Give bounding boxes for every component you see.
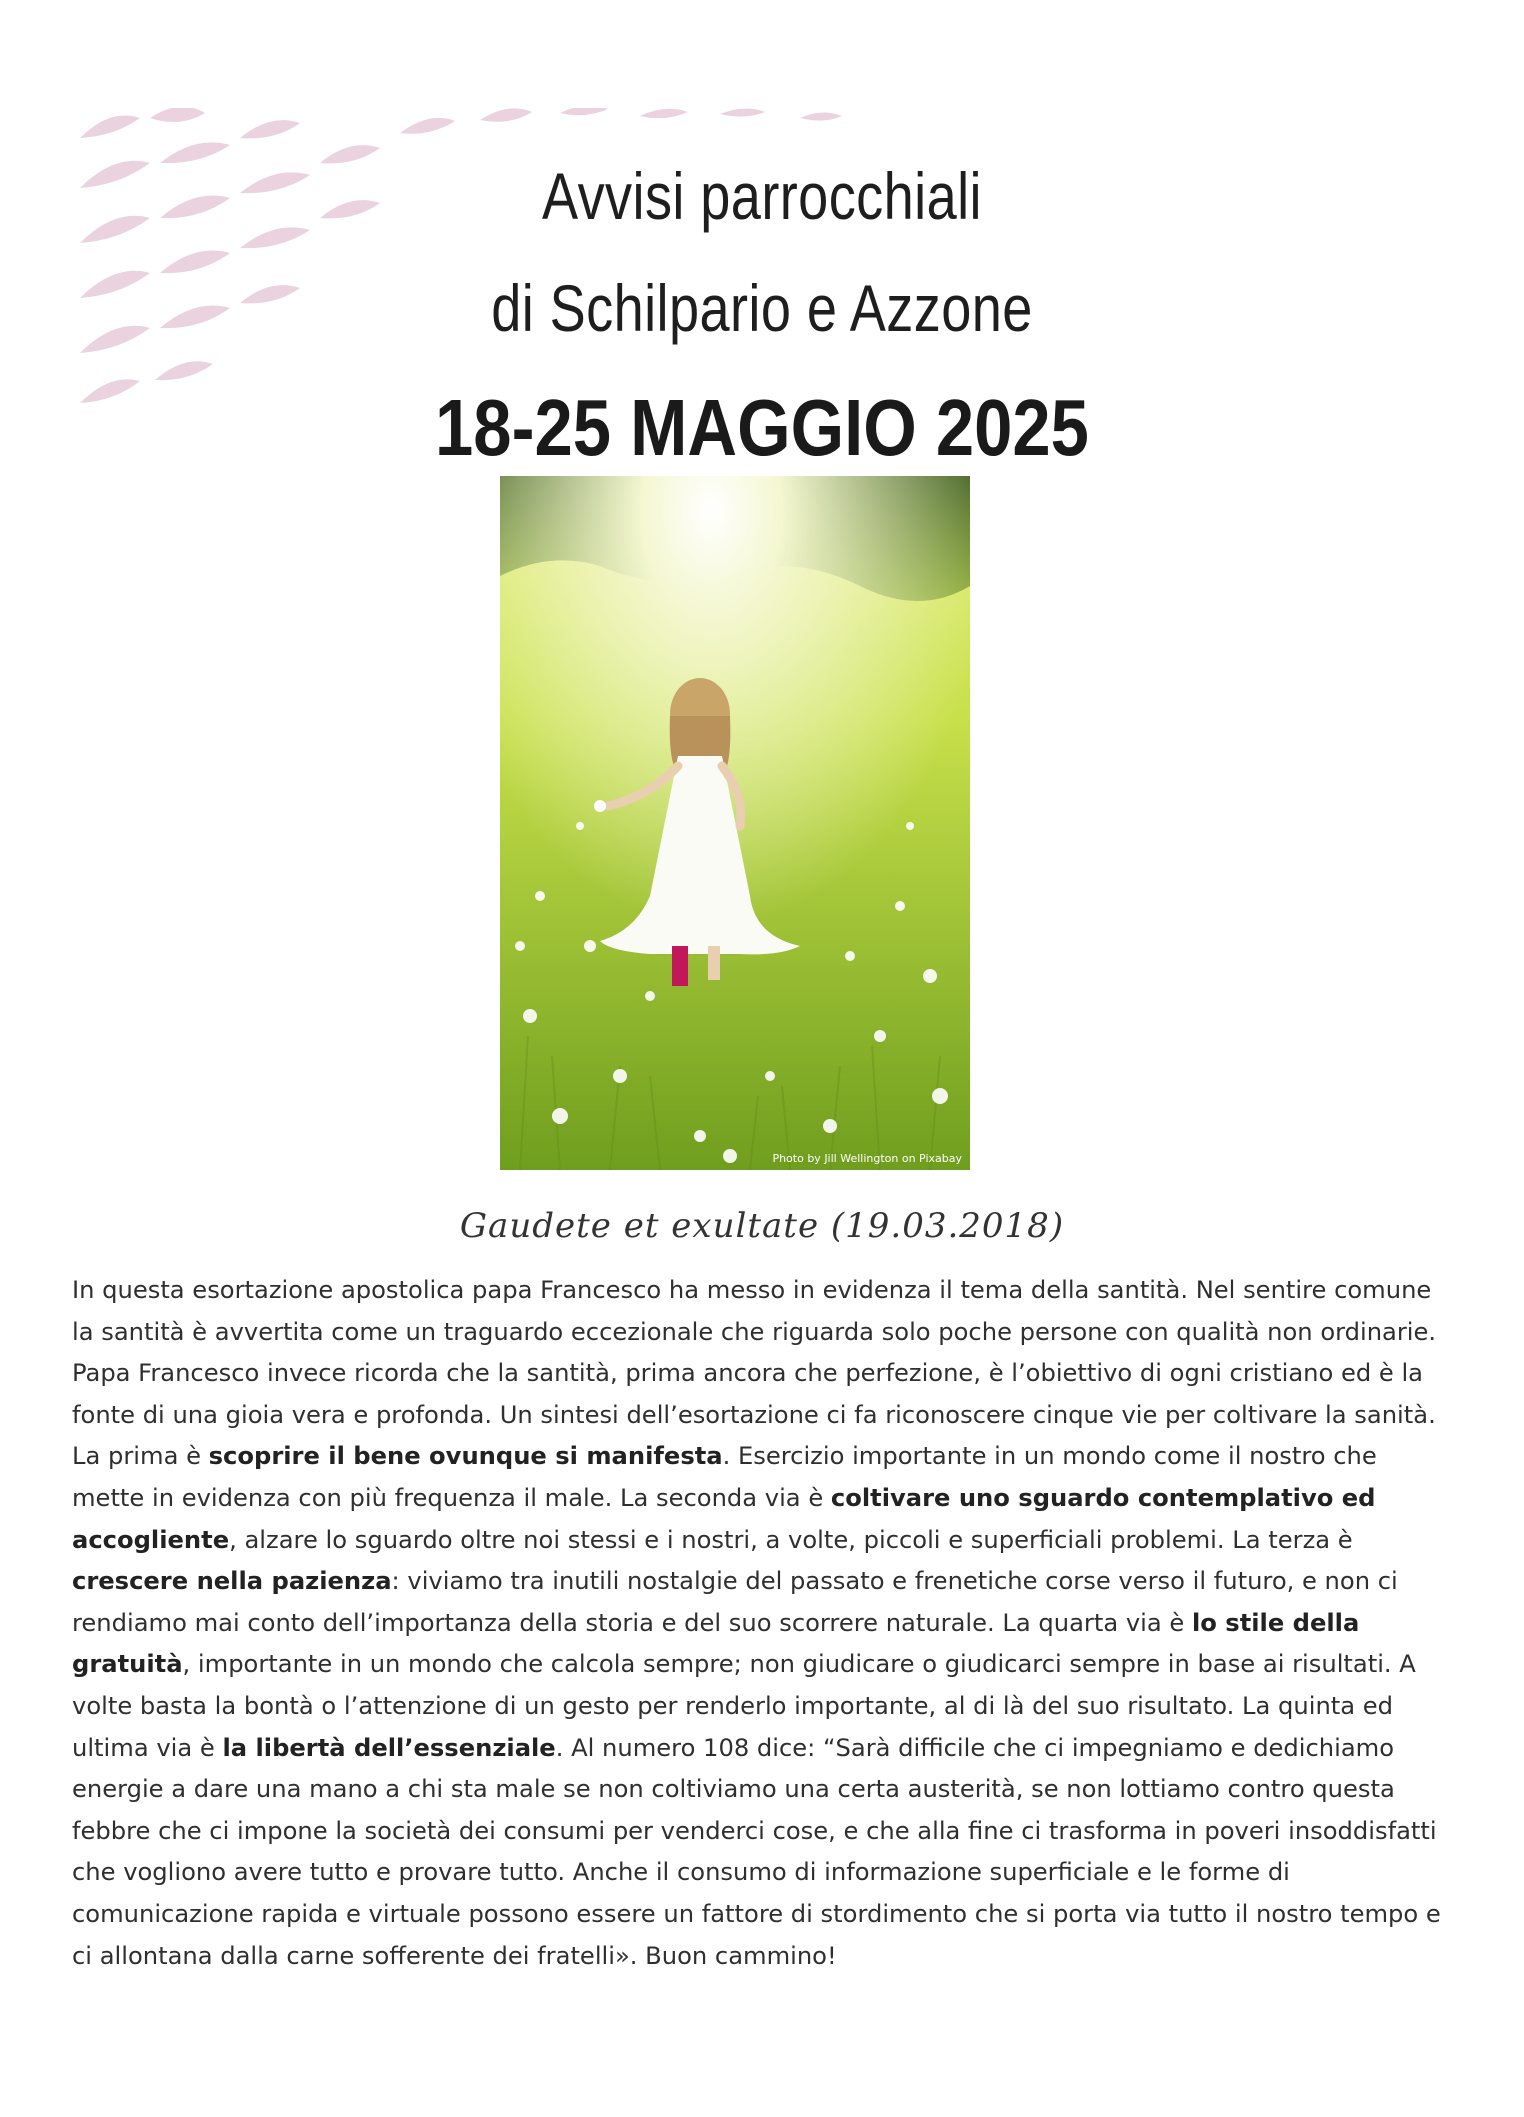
emphasis-text: crescere nella pazienza [72,1567,392,1596]
emphasis-text: la libertà dell’essenziale [222,1733,556,1762]
article-subtitle: Gaudete et exultate (19.03.2018) [459,1206,1065,1246]
body-text-segment: . Al numero 108 dice: “Sarà difficile che ci impegniamo e dedichiamo energie a dare una mano a chi sta male se non coltiviamo una certa austerità, se non lottiamo contro questa febbre che ci impone la società dei consumi per venderci cose, e che alla fine ci trasforma in poveri insoddisfatti che vogliono avere tutto e provare tutto. Anche il consumo di informazione superficiale e le forme di comunicazione rapida e virtuale possono essere un fattore di stordimento che si porta via tutto il nostro tempo e ci allontana dalla carne sofferente dei fratelli». Buon cammino! [72,1733,1441,1970]
girl-in-meadow-image [500,476,970,1170]
body-text-segment: . Esercizio importante in un mondo come il nostro che mette in evidenza con più frequenza il male. La seconda via è [72,1442,1377,1512]
body-text-segment: , importante in un mondo che calcola sempre; non giudicare o giudicarci sempre in base ai risultati. A volte basta la bontà o l’attenzione di un gesto per renderlo importante, al di là del suo risultato. La quinta ed ultima via è [72,1650,1416,1762]
header [0,140,1524,488]
body-text-segment: , alzare lo sguardo oltre noi stessi e i nostri, a volte, piccoli e superficiali problemi. La terza è [229,1525,1353,1554]
emphasis-text: scoprire il bene ovunque si manifesta [208,1442,723,1471]
body-text-segment: In questa esortazione apostolica papa Francesco ha messo in evidenza il tema della santità. Nel sentire comune la santità è avvertita come un traguardo eccezionale che riguarda solo poche persone con qualità non ordinarie. Papa Francesco invece ricorda che la santità, prima ancora che perfezione, è l’obiettivo di ogni cristiano ed è la fonte di una gioia vera e profonda. Un sintesi dell’esortazione ci fa riconoscere cinque vie per coltivare la sanità. La prima è [72,1276,1437,1471]
body-text-segment: : viviamo tra inutili nostalgie del passato e frenetiche corse verso il futuro, e non ci rendiamo mai conto dell’importanza della storia e del suo scorrere naturale. La quarta via è [72,1567,1398,1637]
page-title-line2: di Schilpario e Azzone [491,271,1033,345]
photo-credit: Photo by Jill Wellington on Pixabay [772,1152,962,1165]
date-heading: 18-25 MAGGIO 2025 [435,383,1089,472]
emphasis-text: coltivare uno sguardo contemplativo ed accogliente [72,1483,1376,1554]
article-body [72,1270,1452,1977]
page-title-line1: Avvisi parrocchiali [542,159,982,233]
emphasis-text: lo stile della gratuità [72,1608,1360,1679]
